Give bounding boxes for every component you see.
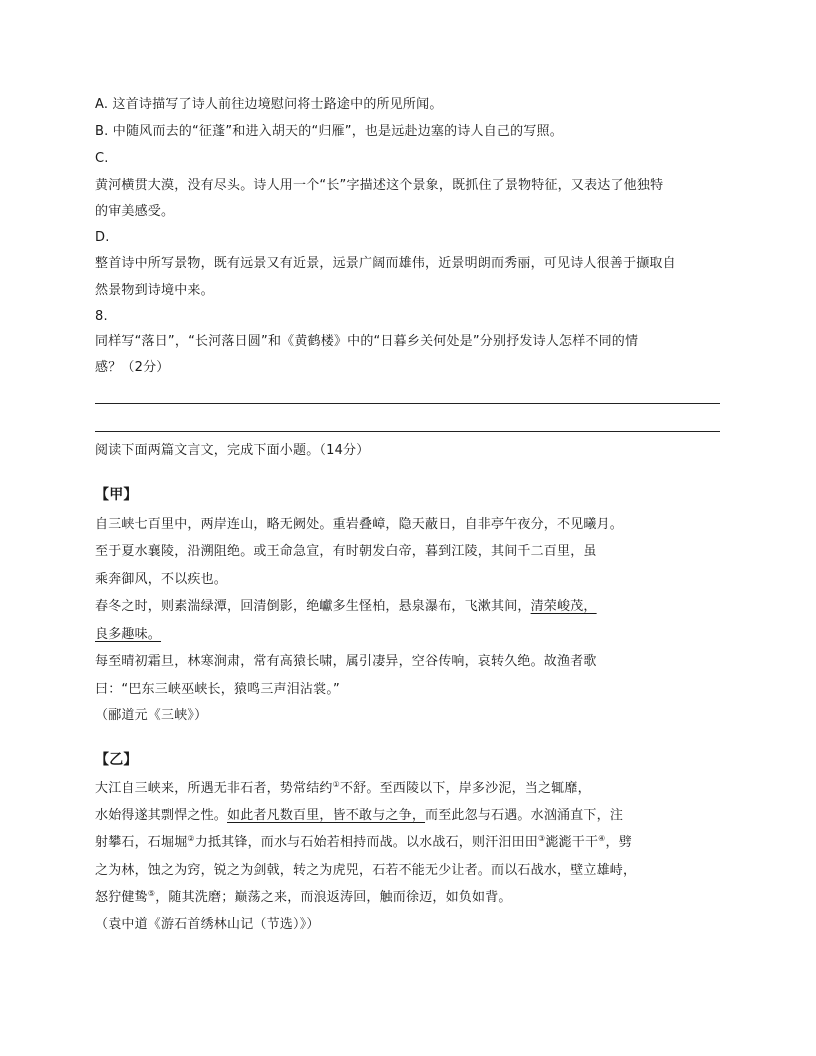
section-header-jia: 【甲】 bbox=[95, 487, 138, 503]
q8-question-line2: 感？（2分） bbox=[95, 360, 170, 375]
footnote-marker: ① bbox=[332, 780, 340, 789]
jia-line3: 乘奔御风，不以疾也。 bbox=[95, 572, 228, 587]
yi-line3-text-a: 射攀石，石堀堀 bbox=[95, 835, 188, 850]
section-header-yi: 【乙】 bbox=[95, 752, 138, 768]
yi-line1 bbox=[95, 779, 591, 799]
q7-option-a: A. 这首诗描写了诗人前往边境慰问将士路途中的所见所闻。 bbox=[95, 97, 443, 112]
q8-number: 8. bbox=[95, 309, 108, 324]
q7-option-d-label: D. bbox=[95, 230, 110, 245]
yi-line5-text-b: ，随其洗磨；巅荡之来，而浪返涛回，触而徐迈，如负如背。 bbox=[155, 890, 512, 905]
q7-option-d-line1: 整首诗中所写景物，既有远景又有近景，远景广阔而雄伟，近景明朗而秀丽，可见诗人很善于撷取自 bbox=[95, 256, 676, 271]
yi-line3-text-c: 滮滮干干 bbox=[545, 835, 599, 850]
q7-option-c-label: C. bbox=[95, 151, 109, 166]
yi-line5 bbox=[95, 888, 512, 908]
footnote-marker: ⑤ bbox=[147, 889, 156, 898]
footnote-marker: ③ bbox=[537, 834, 546, 843]
yi-line5-text-a: 怒狞健鸷 bbox=[95, 890, 148, 905]
yi-line3 bbox=[95, 833, 632, 853]
jia-line4 bbox=[95, 597, 597, 617]
jia-line2: 至于夏水襄陵，沿溯阻绝。或王命急宣，有时朝发白帝，暮到江陵，其间千二百里，虽 bbox=[95, 544, 597, 559]
yi-line2-text-b: 而至此忽与石遇。水汹涌直下，注 bbox=[425, 808, 624, 823]
jia-line6: 每至晴初霜旦，林寒涧肃，常有高猿长啸，属引凄异，空谷传响，哀转久绝。故渔者歌 bbox=[95, 654, 597, 669]
yi-line3-text-d: ，劈 bbox=[605, 835, 632, 850]
q8-question-line1: 同样写“落日”，“长河落日圆”和《黄鹤楼》中的“日暮乡关何处是”分别抒发诗人怎样不同的情 bbox=[95, 334, 639, 349]
jia-source: （郦道元《三峡》） bbox=[95, 708, 208, 723]
footnote-marker: ④ bbox=[598, 834, 606, 843]
jia-line1: 自三峡七百里中，两岸连山，略无阙处。重岩叠嶂，隐天蔽日，自非亭午夜分，不见曦月。 bbox=[95, 517, 624, 532]
jia-line7: 曰：“巴东三峡巫峡长，猿鸣三声泪沾裳。” bbox=[95, 682, 340, 697]
yi-source: （袁中道《游石首绣林山记（节选）》） bbox=[95, 917, 320, 932]
answer-line[interactable] bbox=[95, 403, 720, 404]
jia-line4-text: 春冬之时，则素湍绿潭，回清倒影，绝巘多生怪柏，悬泉瀑布，飞漱其间， bbox=[95, 599, 531, 614]
yi-line2 bbox=[95, 806, 623, 826]
jia-underlined-phrase: 清荣峻茂， bbox=[530, 599, 597, 614]
footnote-marker: ② bbox=[187, 834, 195, 843]
yi-line1-text-b: 不舒。至西陵以下，岸多沙泥，当之辄靡， bbox=[339, 781, 591, 796]
yi-line1-text-a: 大江自三峡来，所遇无非石者，势常结约 bbox=[95, 781, 333, 796]
yi-line2-text-a: 水始得遂其剽悍之性。 bbox=[95, 808, 228, 823]
q7-option-c-line2: 的审美感受。 bbox=[95, 204, 175, 219]
reading-intro: 阅读下面两篇文言文，完成下面小题。（14分） bbox=[95, 443, 370, 458]
q7-option-b: B. 中随风而去的“征蓬”和进入胡天的“归雁”，也是远赴边塞的诗人自己的写照。 bbox=[95, 124, 563, 139]
q7-option-d-line2: 然景物到诗境中来。 bbox=[95, 283, 214, 298]
answer-line[interactable] bbox=[95, 431, 720, 432]
yi-underlined-phrase: 如此者凡数百里，皆不敢与之争， bbox=[227, 808, 426, 823]
yi-line3-text-b: 力抵其锋，而水与石始若相持而战。以水战石，则汗汨田田 bbox=[194, 835, 538, 850]
q7-option-c-line1: 黄河横贯大漠，没有尽头。诗人用一个“长”字描述这个景象，既抓住了景物特征，又表达了他独特 bbox=[95, 178, 664, 193]
jia-underlined-phrase-cont: 良多趣味。 bbox=[95, 627, 162, 642]
yi-line4: 之为林，蚀之为窍，锐之为剑戟，转之为虎兕，石若不能无少让者。而以石战水，壁立雄峙， bbox=[95, 863, 637, 878]
